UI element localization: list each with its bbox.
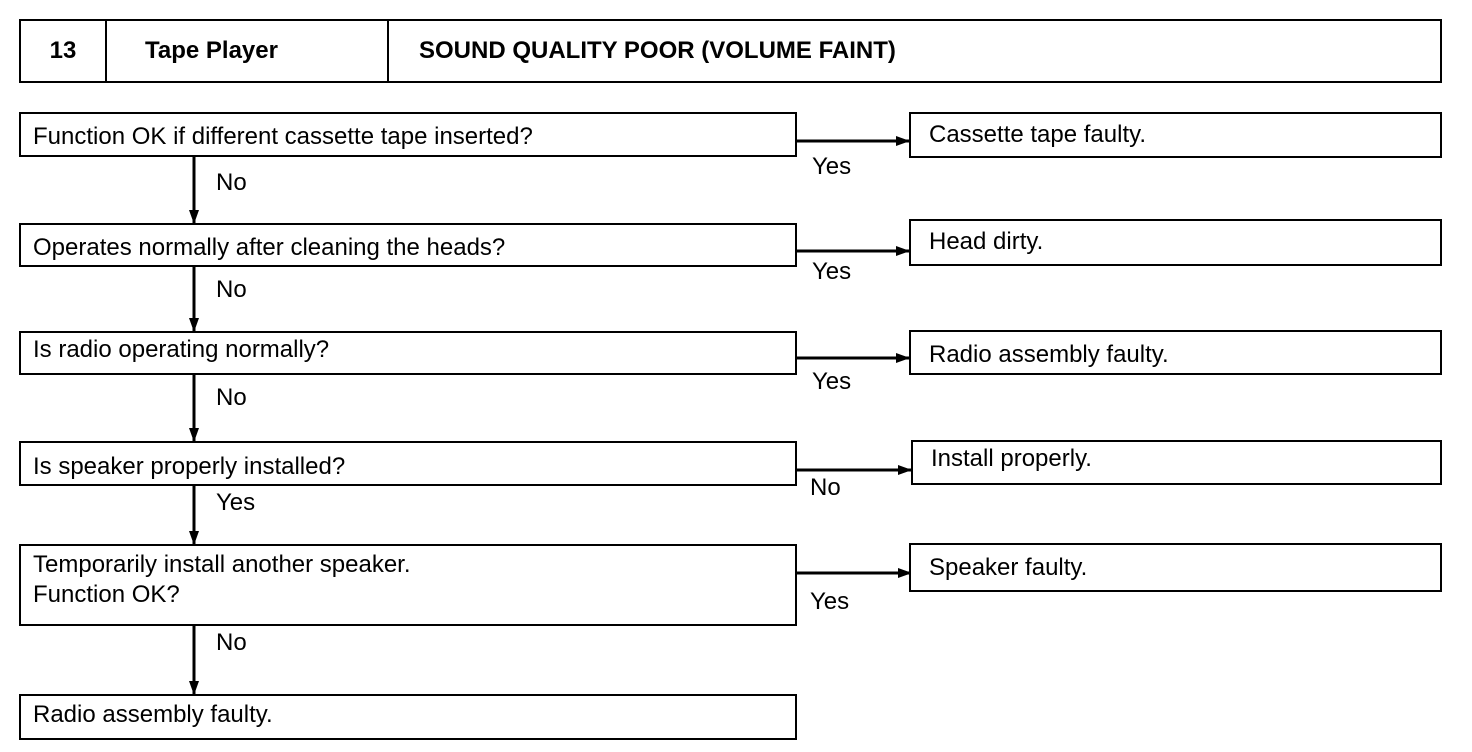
question-box-3 bbox=[19, 331, 797, 375]
branch-label-2: Yes bbox=[812, 258, 852, 285]
question-text: Is radio operating normally? bbox=[33, 336, 330, 363]
question-text: Function OK if different cassette tape inserted? bbox=[33, 123, 533, 150]
question-box-5 bbox=[19, 544, 797, 626]
system-name: Tape Player bbox=[107, 21, 389, 81]
down-label-3: No bbox=[216, 384, 247, 411]
result-text: Cassette tape faulty. bbox=[929, 121, 1147, 148]
result-text: Speaker faulty. bbox=[929, 554, 1088, 581]
result-box-5 bbox=[909, 543, 1442, 592]
result-box-4 bbox=[911, 440, 1442, 485]
down-label-5: No bbox=[216, 629, 247, 656]
down-label-1: No bbox=[216, 169, 247, 196]
result-text: Radio assembly faulty. bbox=[929, 341, 1169, 368]
branch-label-4: No bbox=[810, 474, 841, 501]
question-text: Operates normally after cleaning the heads? bbox=[33, 234, 506, 261]
question-text: Is speaker properly installed? bbox=[33, 453, 346, 480]
branch-label-3: Yes bbox=[812, 368, 852, 395]
question-box-1 bbox=[19, 112, 797, 157]
branch-label-1: Yes bbox=[812, 153, 852, 180]
question-box-2 bbox=[19, 223, 797, 267]
section-number: 13 bbox=[21, 21, 107, 81]
final-result-box bbox=[19, 694, 797, 740]
final-result-text: Radio assembly faulty. bbox=[33, 701, 273, 728]
result-box-1 bbox=[909, 112, 1442, 158]
result-box-3 bbox=[909, 330, 1442, 375]
symptom-title: SOUND QUALITY POOR (VOLUME FAINT) bbox=[419, 37, 896, 64]
down-label-4: Yes bbox=[216, 489, 256, 516]
question-box-4 bbox=[19, 441, 797, 486]
down-label-2: No bbox=[216, 276, 247, 303]
result-box-2 bbox=[909, 219, 1442, 266]
result-text: Head dirty. bbox=[929, 228, 1044, 255]
question-text-line-2: Function OK? bbox=[33, 581, 180, 608]
question-text-line-1: Temporarily install another speaker. bbox=[33, 551, 411, 578]
result-text: Install properly. bbox=[931, 445, 1092, 472]
branch-label-5: Yes bbox=[810, 588, 850, 615]
